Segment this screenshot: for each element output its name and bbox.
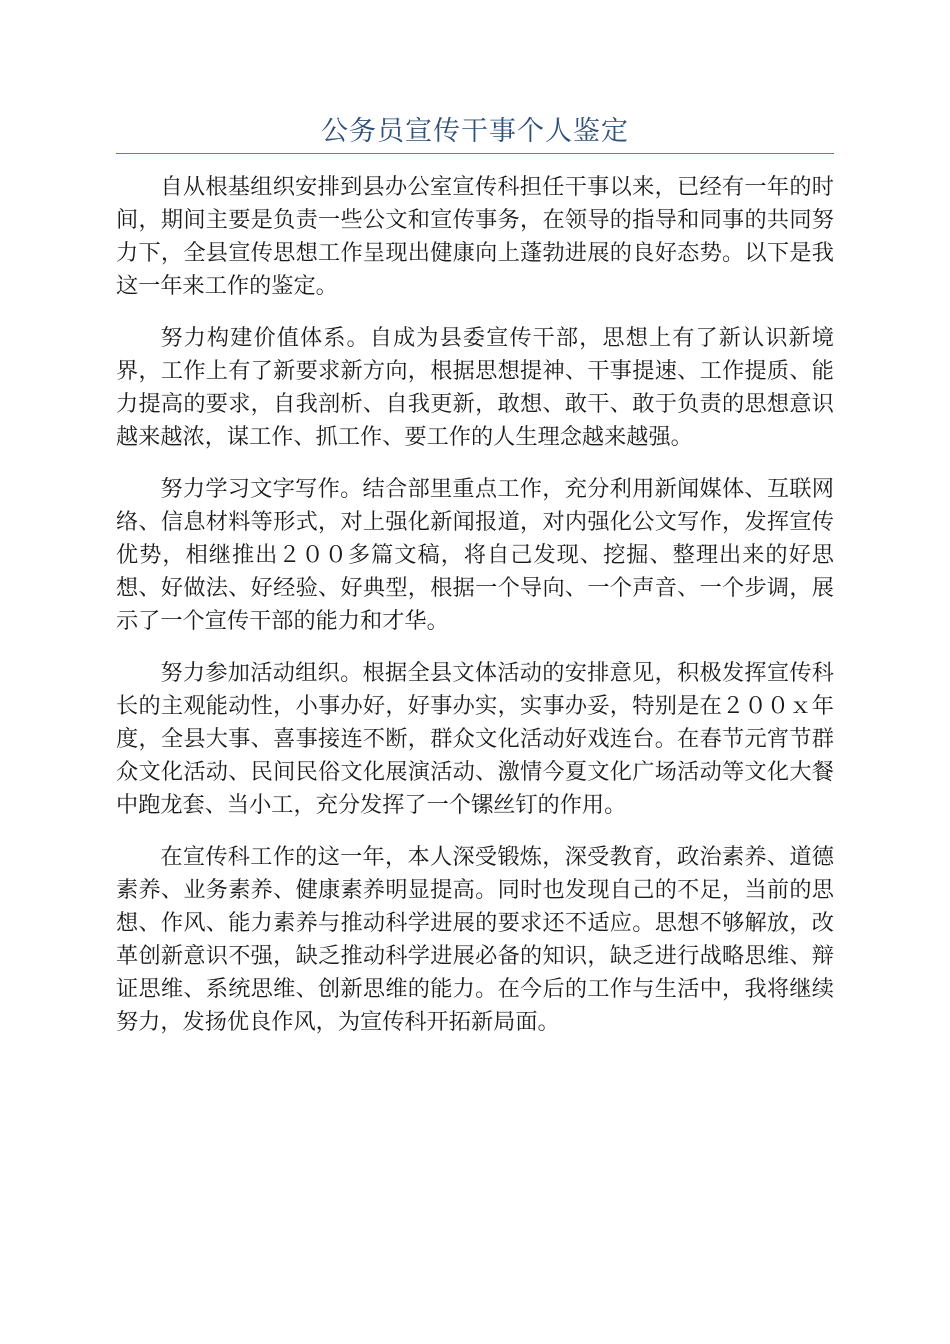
paragraph-summary: 在宣传科工作的这一年，本人深受锻炼，深受教育，政治素养、道德素养、业务素养、健康素养明显提高。同时也发现自己的不足，当前的思想、作风、能力素养与推动科学进展的要求还不适应。思想不够解放，改革创新意识不强，缺乏推动科学进展必备的知识，缺乏进行战略思维、辩证思维、系统思维、创新思维的能力。在今后的工作与生活中，我将继续努力，发扬优良作风，为宣传科开拓新局面。 bbox=[116, 844, 834, 1035]
paragraph-values: 努力构建价值体系。自成为县委宣传干部，思想上有了新认识新境界，工作上有了新要求新方向，根据思想提神、干事提速、工作提质、能力提高的要求，自我剖析、自我更新，敢想、敢干、敢于负责的思想意识越来越浓，谋工作、抓工作、要工作的人生理念越来越强。 bbox=[116, 325, 834, 450]
document-title: 公务员宣传干事个人鉴定 bbox=[321, 116, 629, 147]
paragraph-writing: 努力学习文字写作。结合部里重点工作，充分利用新闻媒体、互联网络、信息材料等形式，对上强化新闻报道，对内强化公文写作，发挥宣传优势，相继推出２００多篇文稿，将自己发现、挖掘、整理出来的好思想、好做法、好经验、好典型，根据一个导向、一个声音、一个步调，展示了一个宣传干部的能力和才华。 bbox=[116, 476, 834, 634]
title-underline bbox=[116, 153, 834, 154]
document-body bbox=[116, 171, 834, 1058]
paragraph-intro: 自从根基组织安排到县办公室宣传科担任干事以来，已经有一年的时间，期间主要是负责一些公文和宣传事务，在领导的指导和同事的共同努力下，全县宣传思想工作呈现出健康向上蓬勃进展的良好态势。以下是我这一年来工作的鉴定。 bbox=[116, 174, 834, 299]
paragraph-activities: 努力参加活动组织。根据全县文体活动的安排意见，积极发挥宣传科长的主观能动性，小事办好，好事办实，实事办妥，特别是在２００ｘ年度，全县大事、喜事接连不断，群众文化活动好戏连台。在春节元宵节群众文化活动、民间民俗文化展演活动、激情今夏文化广场活动等文化大餐中跑龙套、当小工，充分发挥了一个镙丝钉的作用。 bbox=[116, 660, 834, 818]
